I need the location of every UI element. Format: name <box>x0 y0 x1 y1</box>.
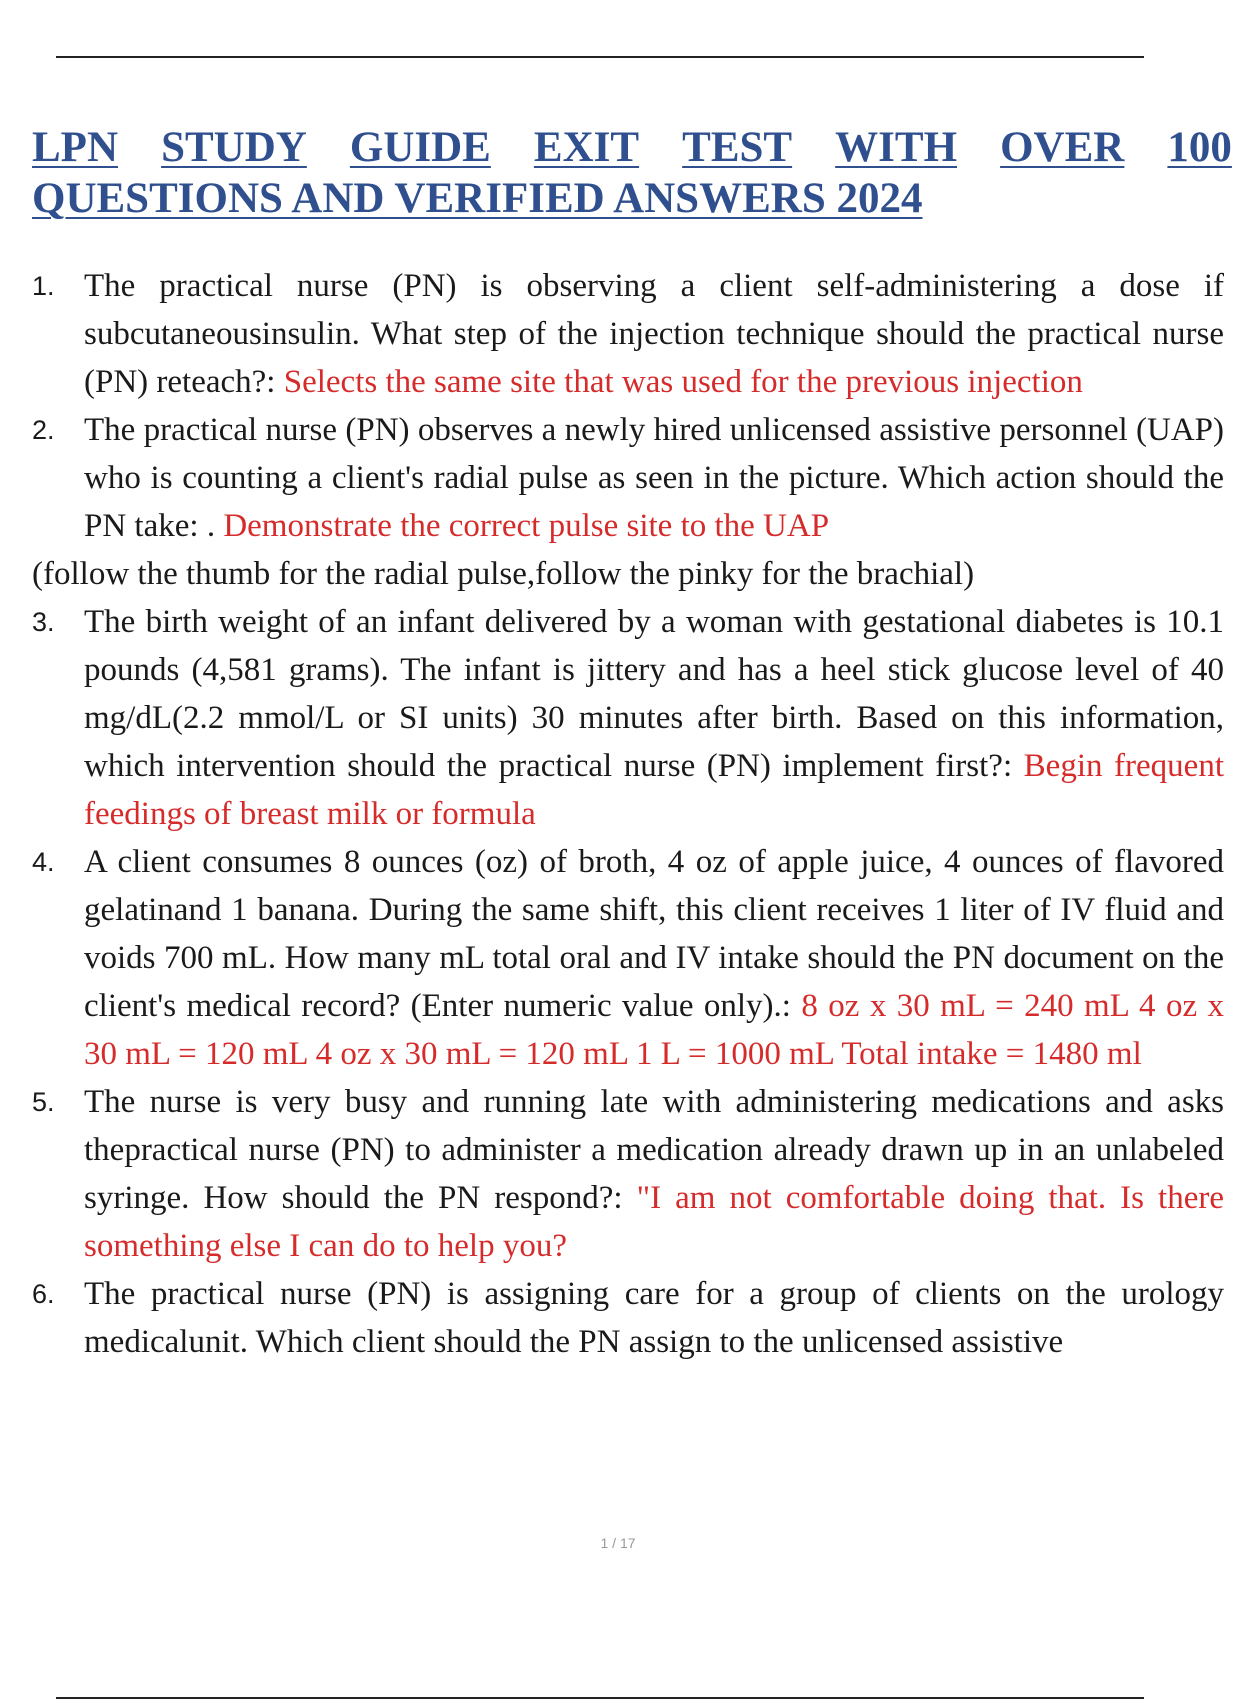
question-item <box>32 406 1224 550</box>
document-title <box>32 122 1232 224</box>
question-number: 1. <box>32 271 55 301</box>
question-list <box>32 262 1224 550</box>
question-text: The practical nurse (PN) is observing a client self-administering a dose if subcutaneousinsulin. What step of the injection technique should the practical nurse (PN) reteach?: <box>84 268 1224 400</box>
question-item <box>32 262 1224 406</box>
question-item <box>32 598 1224 838</box>
title-word: OVER <box>1000 124 1125 171</box>
question-item <box>32 1270 1224 1366</box>
question-text: The practical nurse (PN) observes a newly hired unlicensed assistive personnel (UAP) who is counting a client's radial pulse as seen in the picture. Which action should the PN take: . <box>84 412 1224 544</box>
question-number: 5. <box>32 1087 55 1117</box>
title-word: 100 <box>1167 124 1232 171</box>
title-line-2: QUESTIONS AND VERIFIED ANSWERS 2024 <box>32 175 923 222</box>
answer-text: Begin frequent feedings of breast milk or formula <box>84 748 1224 832</box>
question-list-continued <box>32 598 1224 1366</box>
question-text: The practical nurse (PN) is assigning care for a group of clients on the urology medicalunit. Which client should the PN assign to the unlicensed assistive <box>84 1276 1224 1360</box>
title-word: TEST <box>682 124 793 171</box>
title-word: EXIT <box>533 124 640 171</box>
answer-text: "I am not comfortable doing that. Is there something else I can do to help you? <box>84 1180 1224 1264</box>
question-item <box>32 1078 1224 1270</box>
question-text: A client consumes 8 ounces (oz) of broth, 4 oz of apple juice, 4 ounces of flavored gelatinand 1 banana. During the same shift, this client receives 1 liter of IV fluid and voids 700 mL. How many mL total oral and IV intake should the PN document on the client's medical record? (Enter numeric value only).: <box>84 844 1224 1024</box>
question-text: The nurse is very busy and running late with administering medications and asks thepractical nurse (PN) to administer a medication already drawn up in an unlabeled syringe. How should the PN respond?: <box>84 1084 1224 1216</box>
page-indicator: 1 / 17 <box>600 1535 636 1551</box>
question-number: 6. <box>32 1279 55 1309</box>
answer-note: (follow the thumb for the radial pulse,follow the pinky for the brachial) <box>32 556 975 592</box>
answer-text: 8 oz x 30 mL = 240 mL 4 oz x 30 mL = 120 mL 4 oz x 30 mL = 120 mL 1 L = 1000 mL Total intake = 1480 ml <box>84 988 1224 1072</box>
question-number: 2. <box>32 415 55 445</box>
top-rule <box>56 56 1144 58</box>
question-number: 3. <box>32 607 55 637</box>
answer-text: Selects the same site that was used for the previous injection <box>283 364 1083 400</box>
title-word: GUIDE <box>349 124 491 171</box>
question-number: 4. <box>32 847 55 877</box>
answer-text: Demonstrate the correct pulse site to the UAP <box>223 508 830 544</box>
title-word: LPN <box>32 124 118 171</box>
document-body <box>32 122 1232 1366</box>
question-text: The birth weight of an infant delivered by a woman with gestational diabetes is 10.1 pounds (4,581 grams). The infant is jittery and has a heel stick glucose level of 40 mg/dL(2.2 mmol/L or SI units) 30 minutes after birth. Based on this information, which intervention should the practical nurse (PN) implement first?: <box>84 604 1224 784</box>
title-word: STUDY <box>161 124 307 171</box>
title-line-1 <box>32 122 1232 173</box>
question-item <box>32 838 1224 1078</box>
title-word: WITH <box>835 124 958 171</box>
bottom-rule <box>56 1697 1144 1699</box>
